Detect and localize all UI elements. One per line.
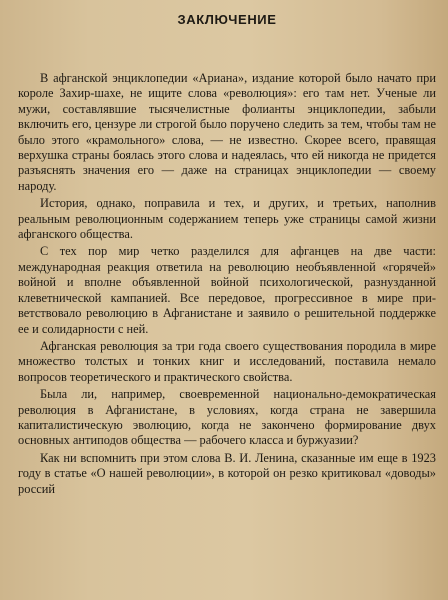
paragraph: История, однако, поправила и тех, и других, и третьих, наполнив реальным революционным содержанием теперь уже страницы самой жизни афганского общества. <box>18 196 436 242</box>
paragraph: Афганская революция за три года своего существования породила в мире множество толстых и тонких книг и исследований, поставила немало вопросов теоретического и практического свойства. <box>18 338 436 384</box>
paragraph: Была ли, например, своевременной национально-демократическая революция в Афганистане, в условиях, когда страна не завершила капиталистическую эволюцию, когда не закончено формирование двух основных антиподов общества — рабочего класса и буржуазии? <box>18 387 436 448</box>
paragraph: В афганской энциклопедии «Ариана», издание которой было начато при короле Захир-шахе, не ищите слова «революция»: его там нет. Ученые ли мужи, составлявшие тысячелистные фолианты энциклопедии, забыли включить его, цензуре ли строгой было поручено следить за тем, чтобы там не было этого «крамольного» слова, — не известно. Скорее всего, правящая верхушка страны боялась этого слова и надеялась, что ей никогда не придется разъяснять значения его — даже на страницах энциклопедии — своему народу. <box>18 71 436 193</box>
paragraph: Как ни вспомнить при этом слова В. И. Ленина, сказанные им еще в 1923 году в статье «О нашей революции», в которой он резко критиковал «доводы» россий <box>18 450 436 496</box>
chapter-heading: ЗАКЛЮЧЕНИЕ <box>177 12 277 27</box>
paragraph: С тех пор мир четко разделился для афганцев на две части: международная реакция ответила на революцию необъявленной «горячей» войной и вполне объявленной войной психологической, разнузданной клеветнической кампанией. Все передовое, прогрессивное в мире приветствовало революцию в Афганистане и заявило о решительной поддержке ее и солидарности с ней. <box>18 244 436 336</box>
